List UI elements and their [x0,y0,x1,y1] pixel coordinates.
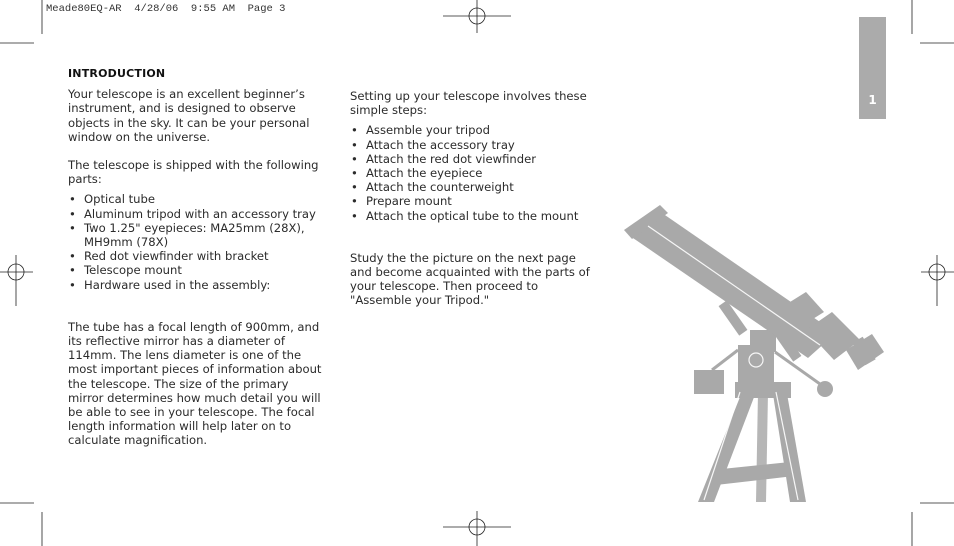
list-item: • Aluminum tripod with an accessory tray [68,207,326,221]
focal-length-paragraph: The tube has a focal length of 900mm, and its reflective mirror has a diameter of 114mm. The lens diameter is one of the most important pieces of information about the telescope. The size of the primary mirror determines how much detail you will be able to see in your telescope. The focal length information will help later on to calculate magnification. [68,319,322,448]
list-item: • Hardware used in the assembly: [68,278,326,292]
shipped-paragraph: The telescope is shipped with the following parts: [68,158,319,187]
list-item: • Attach the red dot viewfinder [350,152,596,166]
list-item: • Attach the optical tube to the mount [350,209,596,223]
list-item: • Two 1.25" eyepieces: MA25mm (28X), MH9mm (78X) [68,221,326,249]
list-item: • Telescope mount [68,263,326,277]
list-item: • Attach the counterweight [350,180,596,194]
study-paragraph: Study the the picture on the next page and become acquainted with the parts of your telescope. Then proceed to "Assemble your Tripod." [350,250,590,308]
list-item: • Attach the eyepiece [350,166,596,180]
chapter-number: 1 [868,93,877,107]
list-item: • Prepare mount [350,194,596,208]
list-item: • Optical tube [68,192,326,206]
intro-paragraph: Your telescope is an excellent beginner’s instrument, and is designed to observe objects in the sky. It can be your personal window on the universe. [68,87,310,144]
setup-paragraph: Setting up your telescope involves these simple steps: [350,89,587,118]
list-item: • Attach the accessory tray [350,138,596,152]
section-heading: INTRODUCTION [68,67,166,80]
list-item: • Red dot viewfinder with bracket [68,249,326,263]
list-item: • Assemble your tripod [350,123,596,137]
print-slug: Meade80EQ-AR 4/28/06 9:55 AM Page 3 [46,3,286,15]
